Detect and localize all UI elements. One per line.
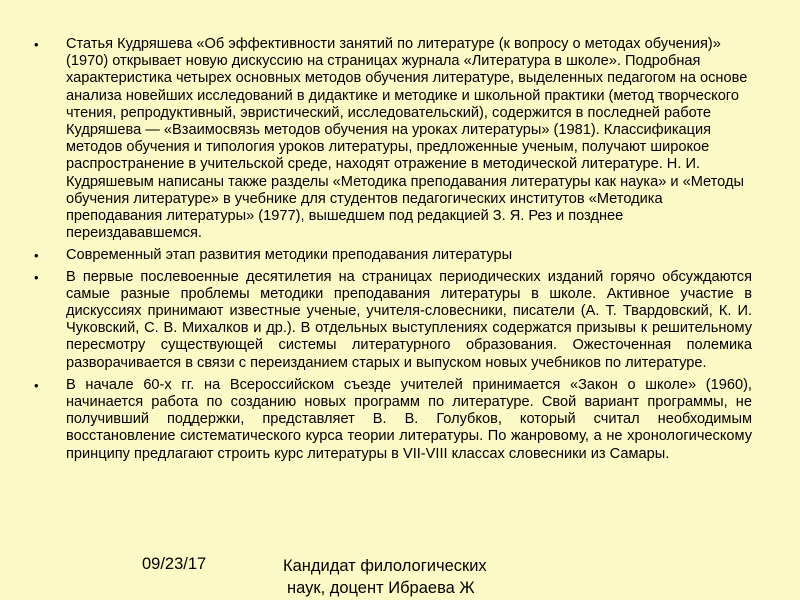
bullet-item-1	[28, 36, 752, 242]
bullet-icon: •	[34, 377, 39, 393]
bullet-icon: •	[34, 37, 39, 52]
bullet-text-2: Современный этап развития методики преподавания литературы	[66, 247, 513, 264]
footer-date: 09/23/17	[142, 555, 207, 573]
bullet-text-1: Статья Кудряшева «Об эффективности занятий по литературе (к вопросу о методах обучения)» (1970) открывает новую дискуссию на страницах журнала «Литература в школе». Подробная характеристика четырех основных методов обучения литературе, выделенных педагогом на основе анализа новейших исследований в дидактике и методике и школьной практики (метод творческого чтения, репродуктивный, эвристический, исследовательский), содержится в последней работе Кудряшева — «Взаимосвязь методов обучения на уроках литературы» (1981). Классификация методов обучения и типология уроков литературы, предложенные ученым, получают широкое распространение в учительской среде, находят отражение в методической литературе. Н. И. Кудряшевым написаны также разделы «Методика преподавания литературы как наука» и «Методы обучения литературе» в учебнике для студентов педагогических институтов «Методика преподавания литературы» (1977), вышедшем под редакцией З. Я. Рез и позднее переиздававшемся.	[66, 36, 748, 242]
footer-author-line-2: наук, доцент Ибраева Ж	[287, 579, 475, 597]
bullet-icon: •	[34, 269, 39, 285]
bullet-item-3	[28, 269, 752, 372]
footer-author	[283, 555, 543, 599]
bullet-text-3: В первые послевоенные десятилетия на страницах периодических изданий горячо обсуждаются самые разные проблемы методики преподавания литературы в школе. Активное участие в дискуссиях принимают известные ученые, учителя-словесники, писатели (А. Т. Твардовский, К. И. Чуковский, С. В. Михалков и др.). В отдельных выступлениях содержатся призывы к решительному пересмотру существующей системы литературного образования. Ожесточенная полемика разворачивается в связи с переизданием старых и выпуском новых учебников по литературе.	[66, 268, 752, 371]
bullet-list	[28, 36, 752, 468]
bullet-text-4: В начале 60-х гг. на Всероссийском съезде учителей принимается «Закон о школе» (1960), начинается работа по созданию новых программ по литературе. Свой вариант программы, не получивший поддержки, представляет В. В. Голубков, который считал необходимым восстановление систематического курса теории литературы. По жанровому, а не хронологическому принципу предлагают строить курс литературы в VII-VIII классах словесники из Самары.	[66, 376, 752, 462]
bullet-icon: •	[34, 248, 39, 264]
bullet-item-2	[28, 247, 752, 264]
footer-author-line-1: Кандидат филологических	[283, 557, 487, 575]
bullet-item-4	[28, 377, 752, 463]
